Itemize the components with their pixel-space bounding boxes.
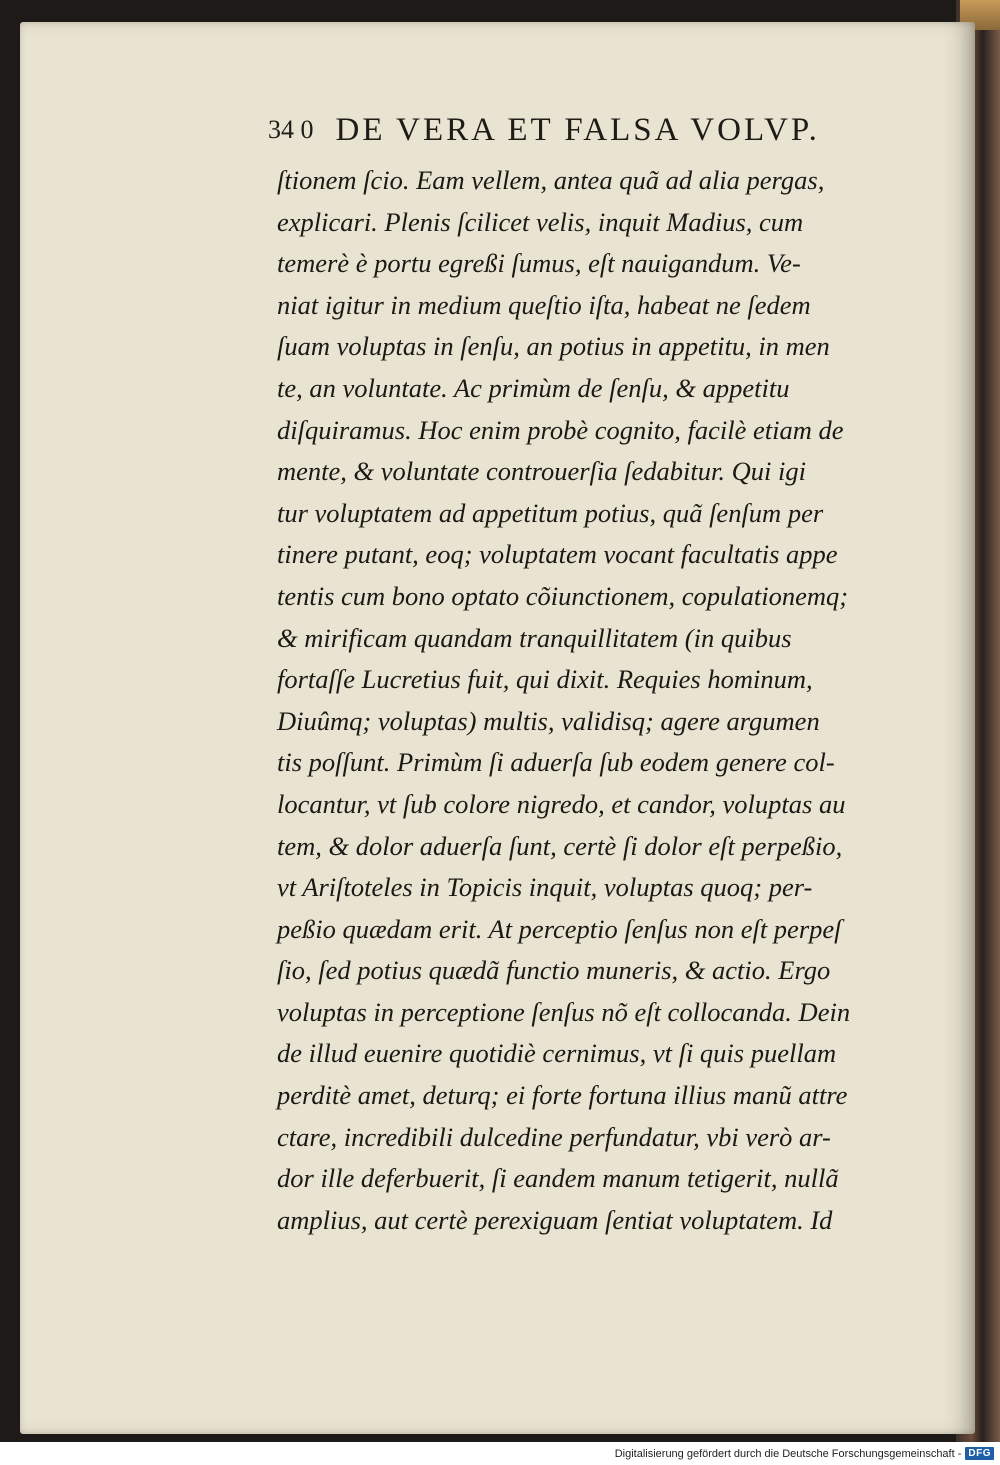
text-line: ſuam voluptas in ſenſu, an potius in appetitu, in men — [277, 331, 830, 362]
text-line: de illud euenire quotidiè cernimus, vt ſi quis puellam — [277, 1038, 837, 1069]
text-line: Diuûmq; voluptas) multis, validisq; agere argumen — [277, 705, 820, 736]
text-line: locantur, vt ſub colore nigredo, et candor, voluptas au — [277, 788, 846, 819]
funding-credit: Digitalisierung gefördert durch die Deutsche Forschungsgemeinschaft - — [614, 1447, 962, 1460]
text-line: mente, & voluntate controuerſia ſedabitur. Qui igi — [277, 456, 806, 487]
text-line: peßio quædam erit. At perceptio ſenſus non eſt perpeſ — [277, 913, 842, 944]
text-line: te, an voluntate. Ac primùm de ſenſu, & appetitu — [277, 372, 790, 403]
text-line: ſio, ſed potius quædã functio muneris, & actio. Ergo — [277, 955, 831, 986]
page-number: 34 0 — [268, 115, 314, 144]
digitization-footer — [0, 1442, 1000, 1465]
text-line: voluptas in perceptione ſenſus nõ eſt collocanda. Dein — [277, 996, 851, 1027]
text-line: niat igitur in medium queſtio iſta, habeat ne ſedem — [277, 289, 811, 320]
text-line: tur voluptatem ad appetitum potius, quã ſenſum per — [277, 497, 824, 528]
text-line: tinere putant, eoq; voluptatem vocant facultatis appe — [277, 539, 838, 570]
dfg-logo: DFG — [965, 1447, 994, 1460]
body-text — [277, 160, 917, 1241]
text-line: diſquiramus. Hoc enim probè cognito, facilè etiam de — [277, 414, 844, 445]
text-line: temerè è portu egreßi ſumus, eſt nauigandum. Ve- — [277, 248, 801, 279]
text-line: explicari. Plenis ſcilicet velis, inquit Madius, cum — [277, 206, 804, 237]
text-line: perditè amet, deturq; ei forte fortuna illius manũ attre — [277, 1080, 848, 1111]
text-line: dor ille deferbuerit, ſi eandem manum tetigerit, nullã — [277, 1163, 839, 1194]
text-line: fortaſſe Lucretius fuit, qui dixit. Requies hominum, — [277, 664, 813, 695]
text-line: ſtionem ſcio. Eam vellem, antea quã ad alia pergas, — [277, 165, 825, 195]
text-line: vt Ariſtoteles in Topicis inquit, voluptas quoq; per- — [277, 872, 813, 903]
running-head — [268, 108, 888, 152]
text-line: & mirificam quandam tranquillitatem (in quibus — [277, 622, 792, 653]
text-line: tem, & dolor aduerſa ſunt, certè ſi dolor eſt perpeßio, — [277, 830, 843, 861]
text-line: amplius, aut certè perexiguam ſentiat voluptatem. Id — [277, 1204, 833, 1235]
text-line: tentis cum bono optato cõiunctionem, copulationemq; — [277, 580, 849, 611]
running-head-title: DE VERA ET FALSA VOLVP. — [335, 111, 820, 148]
text-line: ctare, incredibili dulcedine perfundatur, vbi verò ar- — [277, 1121, 831, 1152]
text-line: tis poſſunt. Primùm ſi aduerſa ſub eodem genere col- — [277, 747, 835, 778]
